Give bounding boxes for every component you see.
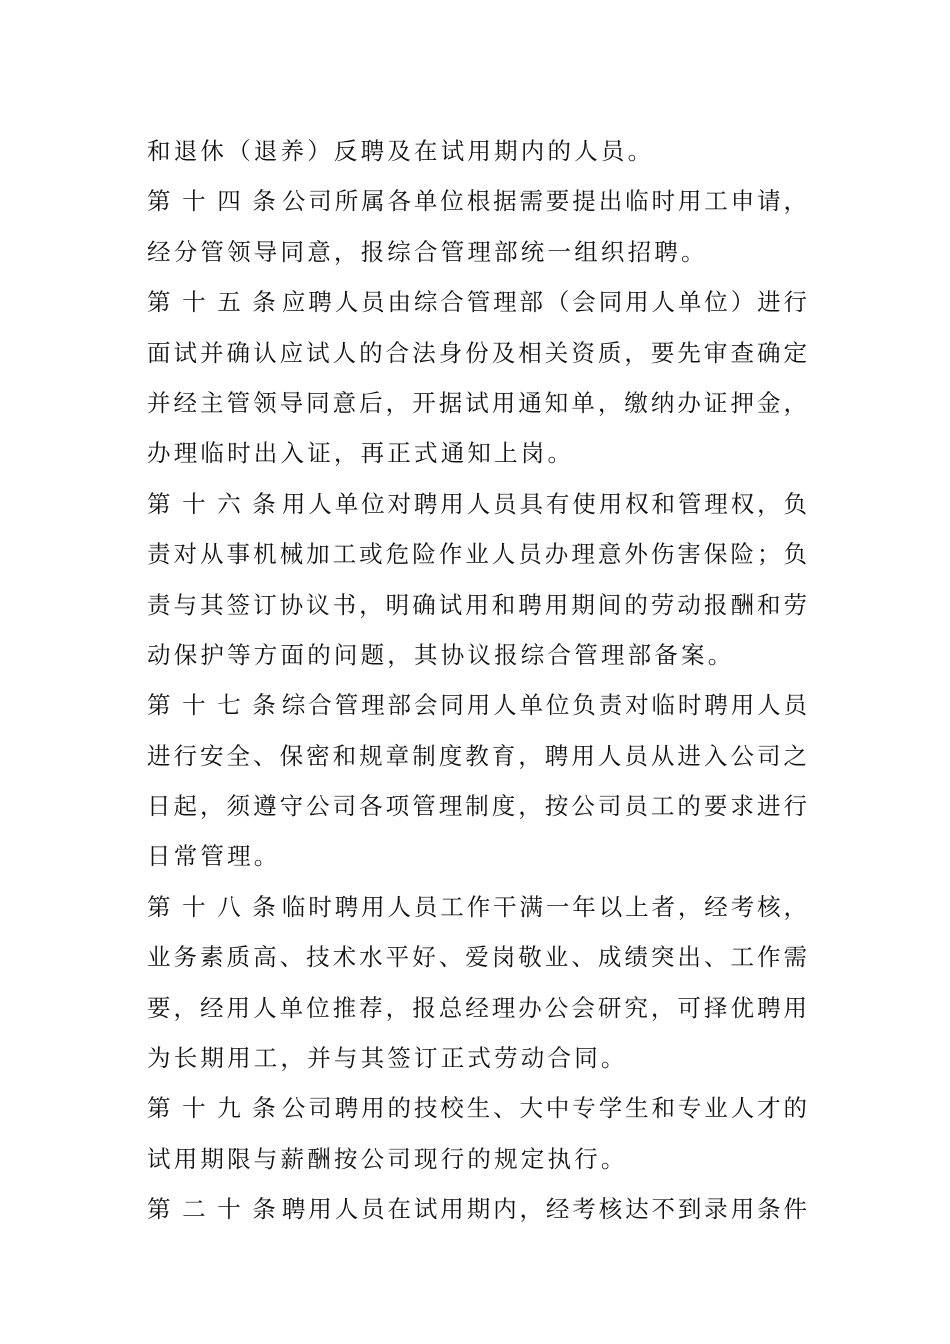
article-number: 第十九条 <box>147 1094 279 1123</box>
line-text: 办理临时出入证，再正式通知上岗。 <box>147 439 575 468</box>
line-text: 聘用人员在试用期内，经考核达不到录用条件 <box>279 1195 807 1224</box>
article-14-line <box>147 176 807 226</box>
line-text: 用人单位对聘用人员具有使用权和管理权，负 <box>279 489 807 518</box>
line-text: 并经主管领导同意后，开据试用通知单，缴纳办证押金， <box>147 388 807 417</box>
text-line <box>147 932 807 982</box>
line-text: 为长期用工，并与其签订正式劳动合同。 <box>147 1044 628 1073</box>
document-body <box>147 126 807 1235</box>
article-number: 第十六条 <box>147 489 279 518</box>
article-number: 第十七条 <box>147 691 279 720</box>
line-text: 日起，须遵守公司各项管理制度，按公司员工的要求进行 <box>147 792 807 821</box>
article-number: 第二十条 <box>147 1195 279 1224</box>
line-text: 责与其签订协议书，明确试用和聘用期间的劳动报酬和劳 <box>147 590 807 619</box>
text-line <box>147 630 807 680</box>
article-15-line <box>147 277 807 327</box>
text-line <box>147 529 807 579</box>
text-line <box>147 831 807 881</box>
line-text: 试用期限与薪酬按公司现行的规定执行。 <box>147 1144 628 1173</box>
text-line <box>147 428 807 478</box>
article-20-line <box>147 1184 807 1234</box>
article-18-line <box>147 882 807 932</box>
text-line <box>147 781 807 831</box>
line-text: 进行安全、保密和规章制度教育，聘用人员从进入公司之 <box>147 741 807 770</box>
text-line <box>147 1033 807 1083</box>
text-line <box>147 580 807 630</box>
article-19-line <box>147 1083 807 1133</box>
line-text: 应聘人员由综合管理部（会同用人单位）进行 <box>279 288 807 317</box>
line-text: 面试并确认应试人的合法身份及相关资质，要先审查确定 <box>147 338 807 367</box>
line-text: 要，经用人单位推荐，报总经理办公会研究，可择优聘用 <box>147 993 807 1022</box>
line-text: 公司所属各单位根据需要提出临时用工申请， <box>279 187 807 216</box>
line-text: 综合管理部会同用人单位负责对临时聘用人员 <box>279 691 807 720</box>
article-number: 第十八条 <box>147 892 279 921</box>
article-17-line <box>147 680 807 730</box>
line-text: 动保护等方面的问题，其协议报综合管理部备案。 <box>147 640 735 669</box>
text-line <box>147 227 807 277</box>
text-line <box>147 378 807 428</box>
article-number: 第十五条 <box>147 288 279 317</box>
text-line <box>147 983 807 1033</box>
line-text: 和退休（退养）反聘及在试用期内的人员。 <box>147 137 655 165</box>
line-text: 业务素质高、技术水平好、爱岗敬业、成绩突出、工作需 <box>147 943 807 972</box>
line-text: 临时聘用人员工作干满一年以上者，经考核， <box>279 892 807 921</box>
article-number: 第十四条 <box>147 187 279 216</box>
text-line <box>147 731 807 781</box>
text-line <box>147 328 807 378</box>
line-text: 经分管领导同意，报综合管理部统一组织招聘。 <box>147 237 708 266</box>
text-line <box>147 126 807 176</box>
line-text: 公司聘用的技校生、大中专学生和专业人才的 <box>279 1094 807 1123</box>
line-text: 日常管理。 <box>147 842 281 871</box>
article-16-line <box>147 479 807 529</box>
line-text: 责对从事机械加工或危险作业人员办理意外伤害保险；负 <box>147 540 807 569</box>
text-line <box>147 1134 807 1184</box>
